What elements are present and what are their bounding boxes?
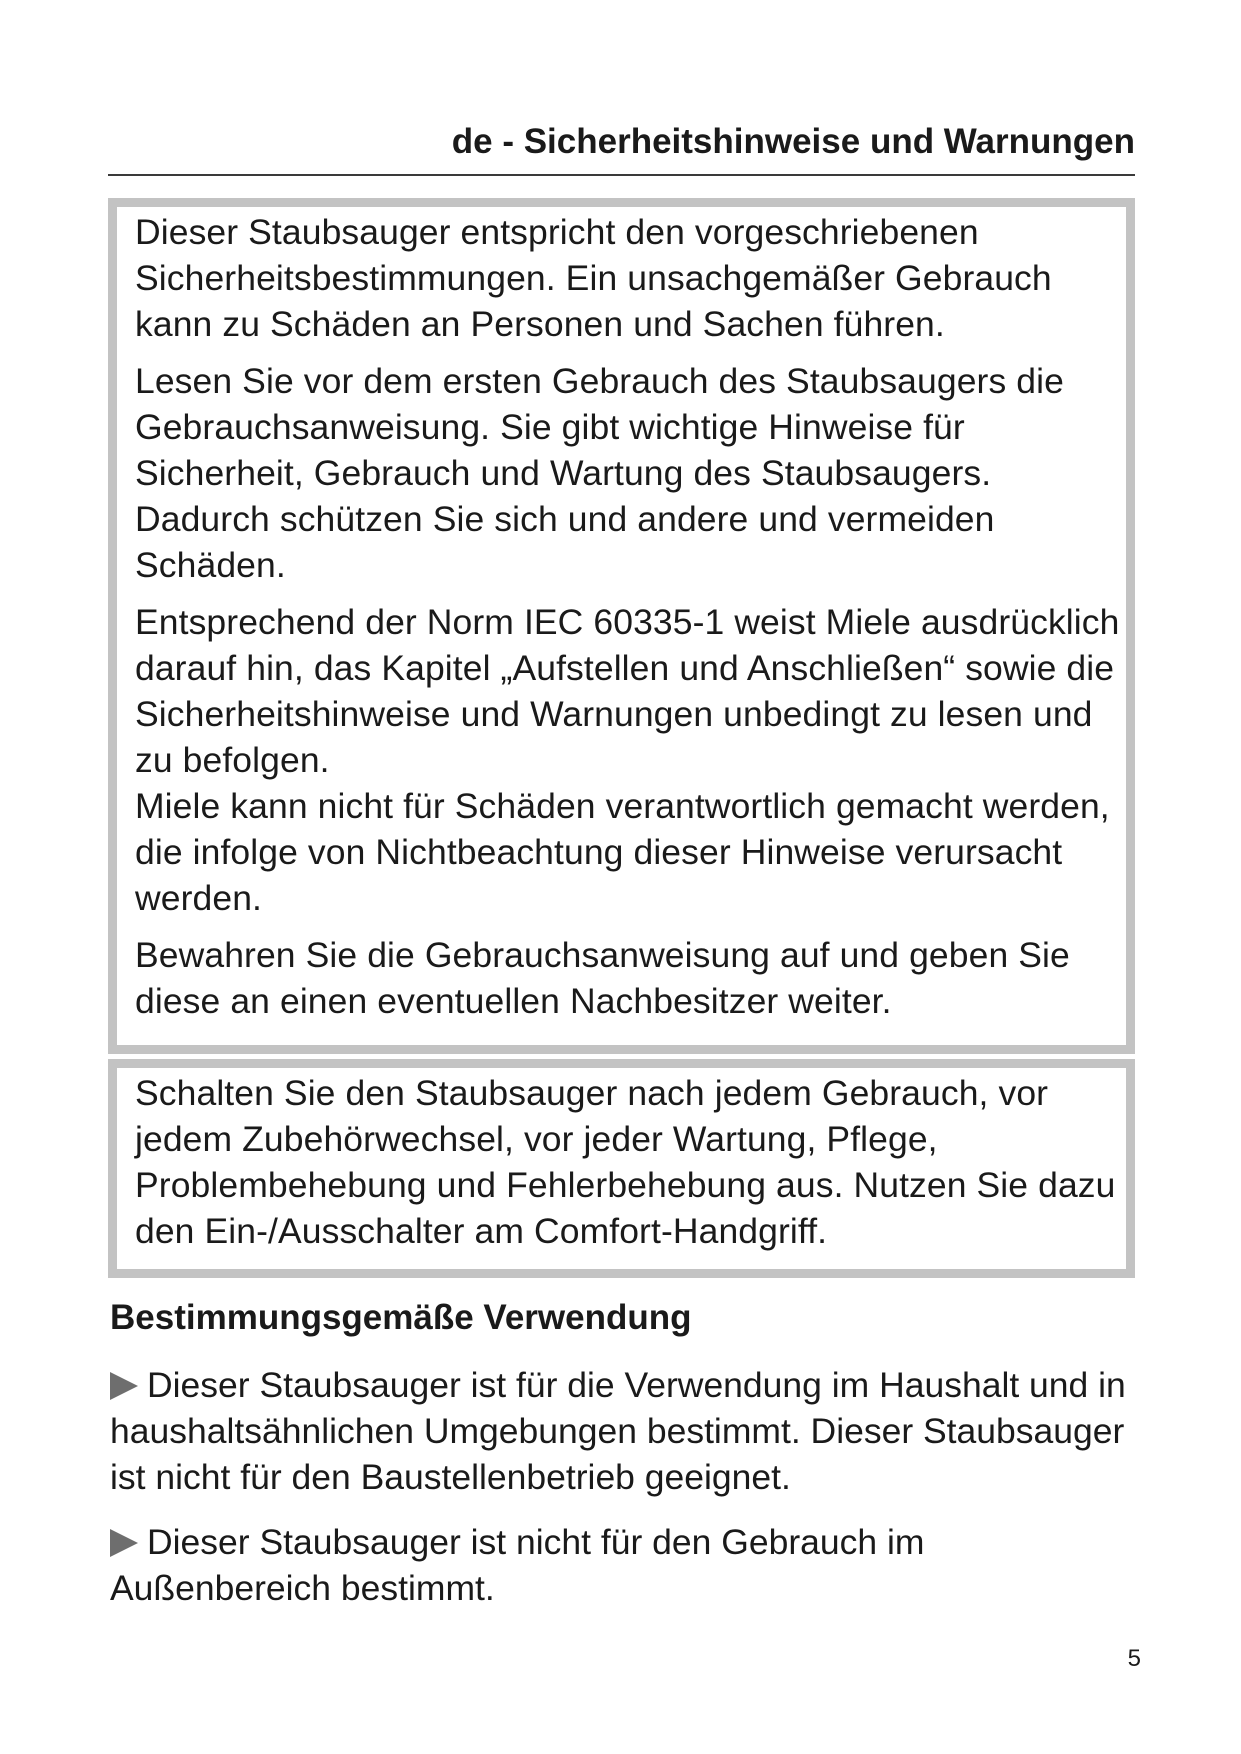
notice-paragraph: Bewahren Sie die Gebrauchsanweisung auf und geben Sie diese an einen eventuellen Nachbesitzer weiter.: [135, 935, 1070, 1021]
switch-off-warning-box: [108, 1059, 1135, 1278]
notice-paragraph: Dieser Staubsauger entspricht den vorgeschriebenen Sicherheitsbestimmungen. Ein unsachgemäßer Gebrauch kann zu Schäden an Personen und Sachen führen.: [135, 212, 1052, 344]
notice-paragraph: Lesen Sie vor dem ersten Gebrauch des Staubsaugers die Gebrauchsanweisung. Sie gibt wichtige Hinweise für Sicherheit, Gebrauch und Wartung des Staubsaugers. Dadurch schützen Sie sich und andere und vermeiden Schäden.: [135, 361, 1064, 585]
notice-paragraph: Entsprechend der Norm IEC 60335-1 weist Miele ausdrücklich darauf hin, das Kapitel „Aufstellen und Anschließen“ sowie die Sicherheitshinweise und Warnungen unbedingt zu lesen und zu befolgen.: [135, 602, 1120, 780]
warning-paragraph: Schalten Sie den Staubsauger nach jedem Gebrauch, vor jedem Zubehörwechsel, vor jeder Wartung, Pflege, Problembehebung und Fehlerbehebung aus. Nutzen Sie dazu den Ein-/Ausschalter am Comfort-Handgriff.: [135, 1073, 1116, 1251]
list-item-text: Dieser Staubsauger ist nicht für den Gebrauch im Außenbereich bestimmt.: [110, 1522, 925, 1608]
page-header-title: de - Sicherheitshinweise und Warnungen: [451, 122, 1135, 161]
notice-paragraph: Miele kann nicht für Schäden verantwortlich gemacht werden, die infolge von Nichtbeachtung dieser Hinweise verursacht werden.: [135, 786, 1110, 918]
section-heading: Bestimmungsgemäße Verwendung: [110, 1298, 692, 1337]
safety-notice-box: [108, 198, 1135, 1054]
list-item: [110, 1519, 1140, 1611]
list-item: [110, 1362, 1140, 1500]
triangle-bullet-icon: [110, 1529, 138, 1557]
triangle-bullet-icon: [110, 1372, 138, 1400]
page-header: [108, 118, 1135, 176]
page-number: 5: [1127, 1645, 1141, 1672]
list-item-text: Dieser Staubsauger ist für die Verwendung im Haushalt und in haushaltsähnlichen Umgebungen bestimmt. Dieser Staubsauger ist nicht für den Baustellenbetrieb geeignet.: [110, 1365, 1126, 1497]
